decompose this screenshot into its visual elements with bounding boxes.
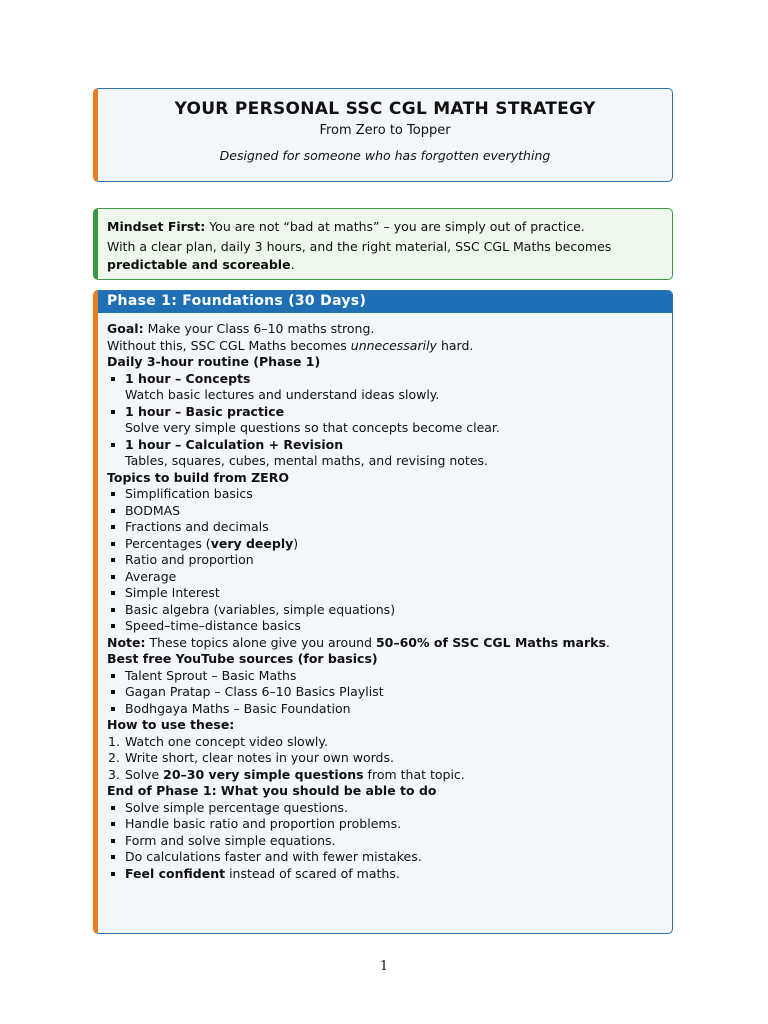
- mindset-line1-text: You are not “bad at maths” – you are simply out of practice.: [209, 219, 585, 234]
- document-tagline: Designed for someone who has forgotten everything: [219, 148, 551, 163]
- item-text: Write short, clear notes in your own words.: [125, 750, 394, 765]
- end-item-bold: Feel confident: [125, 865, 226, 881]
- topics-list: [107, 486, 660, 635]
- list-item: Basic algebra (variables, simple equations): [107, 602, 660, 619]
- mindset-line2-text: With a clear plan, daily 3 hours, and the right material, SSC CGL Maths becomes: [107, 239, 612, 254]
- routine-title: 1 hour – Calculation + Revision: [125, 436, 344, 452]
- list-item: [107, 734, 660, 751]
- note-line: [107, 635, 660, 652]
- routine-desc: Tables, squares, cubes, mental maths, and revising notes.: [125, 453, 489, 468]
- phase-1-body: [98, 313, 672, 882]
- end-list: [107, 800, 660, 883]
- howto-heading: How to use these:: [107, 717, 235, 732]
- topic-text: Percentages (: [125, 535, 211, 551]
- list-item: Talent Sprout – Basic Maths: [107, 668, 660, 685]
- topic-emphasis: very deeply: [210, 535, 294, 551]
- list-item: Form and solve simple equations.: [107, 833, 660, 850]
- note-label: Note:: [107, 634, 146, 650]
- list-item: Handle basic ratio and proportion problems.: [107, 816, 660, 833]
- mindset-line2-end: .: [290, 257, 295, 272]
- mindset-box: [93, 208, 673, 280]
- phase-1-box: [93, 290, 673, 934]
- routine-title: 1 hour – Basic practice: [125, 403, 285, 419]
- item-text: Watch one concept video slowly.: [125, 733, 328, 749]
- mindset-label: Mindset First:: [107, 219, 206, 234]
- goal-label: Goal:: [107, 321, 144, 336]
- list-item: Simple Interest: [107, 585, 660, 602]
- mindset-line2-bold: predictable and scoreable: [107, 257, 291, 272]
- sources-heading: Best free YouTube sources (for basics): [107, 651, 378, 666]
- item-number: 1.: [108, 733, 120, 749]
- list-item: Gagan Pratap – Class 6–10 Basics Playlist: [107, 684, 660, 701]
- list-item: Average: [107, 569, 660, 586]
- list-item: [107, 371, 660, 404]
- mindset-line-2: [107, 238, 662, 274]
- mindset-line-1: [107, 218, 662, 236]
- list-item: [107, 437, 660, 470]
- list-item: [107, 404, 660, 437]
- routine-heading: Daily 3-hour routine (Phase 1): [107, 354, 321, 369]
- list-item: [107, 750, 660, 767]
- topics-heading: Topics to build from ZERO: [107, 469, 289, 485]
- routine-desc: Solve very simple questions so that concepts become clear.: [125, 420, 500, 435]
- end-item-text: instead of scared of maths.: [225, 865, 400, 881]
- title-box: [93, 88, 673, 182]
- goal-text: Make your Class 6–10 maths strong.: [147, 321, 375, 336]
- item-text: Solve: [125, 766, 164, 782]
- routine-list: [107, 371, 660, 470]
- goal-line-2: [107, 338, 660, 355]
- list-item: [107, 536, 660, 553]
- end-heading: End of Phase 1: What you should be able to do: [107, 783, 437, 798]
- note-bold: 50–60% of SSC CGL Maths marks: [375, 634, 606, 650]
- item-number: 3.: [108, 766, 120, 782]
- sources-list: [107, 668, 660, 718]
- document-subtitle: From Zero to Topper: [319, 123, 451, 138]
- item-number: 2.: [108, 750, 120, 765]
- list-item: Solve simple percentage questions.: [107, 800, 660, 817]
- routine-desc: Watch basic lectures and understand ideas slowly.: [125, 387, 440, 402]
- page-number: 1: [379, 959, 389, 974]
- list-item: Do calculations faster and with fewer mistakes.: [107, 849, 660, 866]
- list-item: Simplification basics: [107, 486, 660, 503]
- list-item: [107, 866, 660, 883]
- item-emphasis: 20–30 very simple questions: [163, 766, 364, 782]
- list-item: Ratio and proportion: [107, 552, 660, 569]
- item-text-end: from that topic.: [363, 766, 465, 782]
- goal-line2-end: hard.: [436, 337, 474, 353]
- routine-title: 1 hour – Concepts: [125, 370, 251, 386]
- list-item: Speed–time–distance basics: [107, 618, 660, 635]
- topic-close: ): [293, 535, 299, 551]
- list-item: [107, 767, 660, 784]
- goal-line2-text: Without this, SSC CGL Maths becomes: [107, 337, 351, 353]
- note-end: .: [605, 634, 610, 650]
- goal-line2-emphasis: unnecessarily: [350, 337, 437, 353]
- document-title: YOUR PERSONAL SSC CGL MATH STRATEGY: [174, 99, 596, 119]
- note-text: These topics alone give you around: [149, 634, 376, 650]
- list-item: Fractions and decimals: [107, 519, 660, 536]
- list-item: Bodhgaya Maths – Basic Foundation: [107, 701, 660, 718]
- howto-list: [107, 734, 660, 784]
- goal-line: [107, 321, 660, 338]
- phase-1-header: Phase 1: Foundations (30 Days): [98, 291, 672, 313]
- list-item: BODMAS: [107, 503, 660, 520]
